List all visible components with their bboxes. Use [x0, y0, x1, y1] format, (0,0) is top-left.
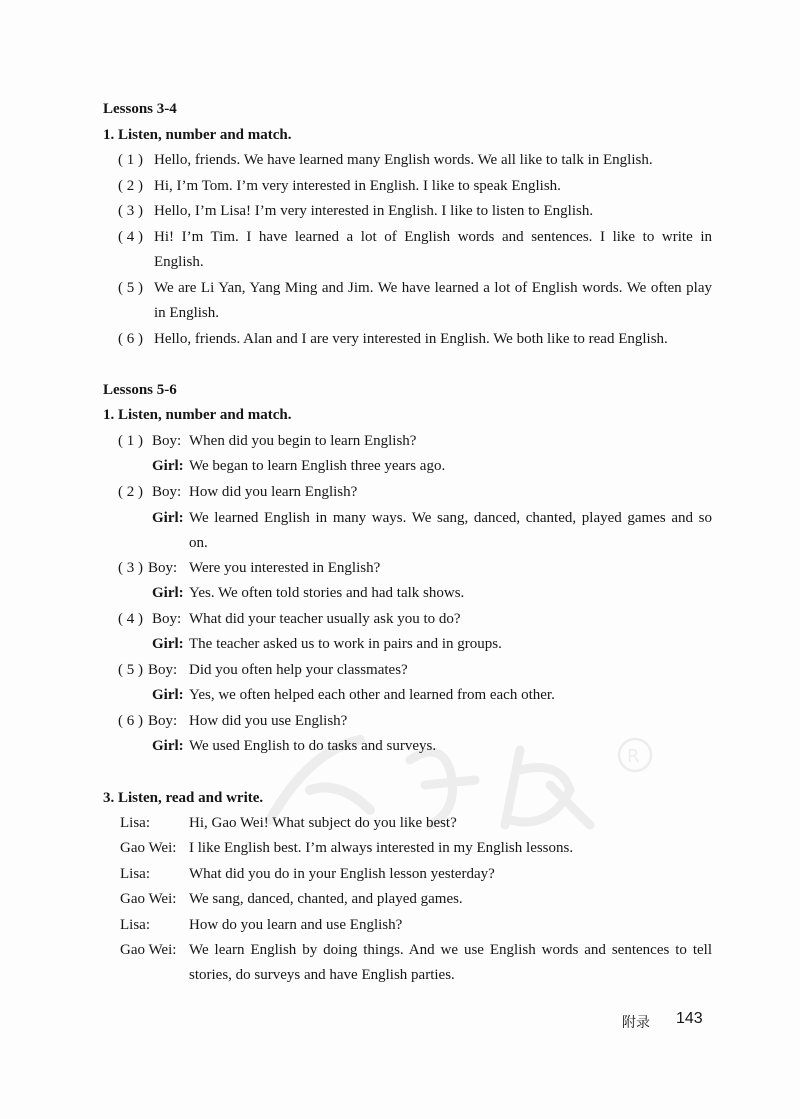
- girl-label: Girl:: [152, 687, 184, 703]
- item-text: Hello, friends. We have learned many English words. We all like to talk in English.: [154, 152, 653, 168]
- boy-line: How did you use English?: [189, 713, 348, 729]
- speaker-label: Lisa:: [120, 866, 150, 882]
- girl-line: The teacher asked us to work in pairs and in groups.: [189, 636, 502, 652]
- boy-label: Boy:: [148, 713, 178, 729]
- speaker-label: Gao Wei:: [120, 942, 177, 958]
- speech-text: What did you do in your English lesson yesterday?: [189, 866, 495, 882]
- girl-label: Girl:: [152, 585, 184, 601]
- item-number: ( 4 ): [118, 611, 143, 627]
- boy-line: Did you often help your classmates?: [189, 662, 408, 678]
- girl-label: Girl:: [152, 738, 184, 754]
- appendix-label: 附录: [622, 1015, 650, 1031]
- boy-line: Were you interested in English?: [189, 560, 381, 576]
- item-number: ( 4 ): [118, 229, 143, 245]
- item-number: ( 1 ): [118, 433, 143, 449]
- item-number: ( 5 ): [118, 662, 143, 678]
- boy-label: Boy:: [148, 662, 178, 678]
- item-number: ( 3 ): [118, 560, 143, 576]
- girl-label: Girl:: [152, 636, 184, 652]
- item-number: ( 2 ): [118, 178, 143, 194]
- girl-line: Yes. We often told stories and had talk shows.: [189, 585, 465, 601]
- item-number: ( 3 ): [118, 203, 143, 219]
- boy-label: Boy:: [152, 433, 182, 449]
- speech-text: I like English best. I’m always interested in my English lessons.: [189, 840, 574, 856]
- item-number: ( 6 ): [118, 331, 143, 347]
- boy-line: When did you begin to learn English?: [189, 433, 417, 449]
- item-number: ( 6 ): [118, 713, 143, 729]
- boy-line: What did your teacher usually ask you to do?: [189, 611, 461, 627]
- boy-label: Boy:: [148, 560, 178, 576]
- girl-label: Girl:: [152, 510, 184, 526]
- item-text-continued: in English.: [154, 305, 220, 321]
- speech-text: How do you learn and use English?: [189, 917, 403, 933]
- item-number: ( 2 ): [118, 484, 143, 500]
- girl-line: We learned English in many ways. We sang, danced, chanted, played games and so: [189, 510, 712, 526]
- speaker-label: Lisa:: [120, 815, 150, 831]
- speech-text: Hi, Gao Wei! What subject do you like best?: [189, 815, 457, 831]
- item-text-continued: English.: [154, 254, 204, 270]
- task-title: 1. Listen, number and match.: [103, 407, 292, 423]
- task-title: 3. Listen, read and write.: [103, 790, 264, 806]
- speaker-label: Gao Wei:: [120, 891, 177, 907]
- girl-label: Girl:: [152, 458, 184, 474]
- item-text: Hello, friends. Alan and I are very interested in English. We both like to read English.: [154, 331, 668, 347]
- girl-line: We began to learn English three years ago.: [189, 458, 446, 474]
- item-text: Hi! I’m Tim. I have learned a lot of English words and sentences. I like to write in: [154, 229, 712, 245]
- boy-label: Boy:: [152, 484, 182, 500]
- task-title: 1. Listen, number and match.: [103, 127, 292, 143]
- speaker-label: Lisa:: [120, 917, 150, 933]
- girl-line: Yes, we often helped each other and learned from each other.: [189, 687, 555, 703]
- speaker-label: Gao Wei:: [120, 840, 177, 856]
- speech-text: We learn English by doing things. And we use English words and sentences to tell: [189, 942, 712, 958]
- section-heading: Lessons 3-4: [103, 101, 177, 117]
- item-text: Hello, I’m Lisa! I’m very interested in English. I like to listen to English.: [154, 203, 594, 219]
- page-number: 143: [676, 1010, 703, 1027]
- girl-line: We used English to do tasks and surveys.: [189, 738, 437, 754]
- boy-label: Boy:: [152, 611, 182, 627]
- item-number: ( 1 ): [118, 152, 143, 168]
- item-text: We are Li Yan, Yang Ming and Jim. We have learned a lot of English words. We often play: [154, 280, 712, 296]
- section-heading: Lessons 5-6: [103, 382, 177, 398]
- girl-line-continued: on.: [189, 535, 208, 551]
- item-number: ( 5 ): [118, 280, 143, 296]
- boy-line: How did you learn English?: [189, 484, 358, 500]
- speech-text-continued: stories, do surveys and have English parties.: [189, 967, 455, 983]
- svg-text:R: R: [627, 746, 640, 767]
- item-text: Hi, I’m Tom. I’m very interested in English. I like to speak English.: [154, 178, 561, 194]
- speech-text: We sang, danced, chanted, and played games.: [189, 891, 463, 907]
